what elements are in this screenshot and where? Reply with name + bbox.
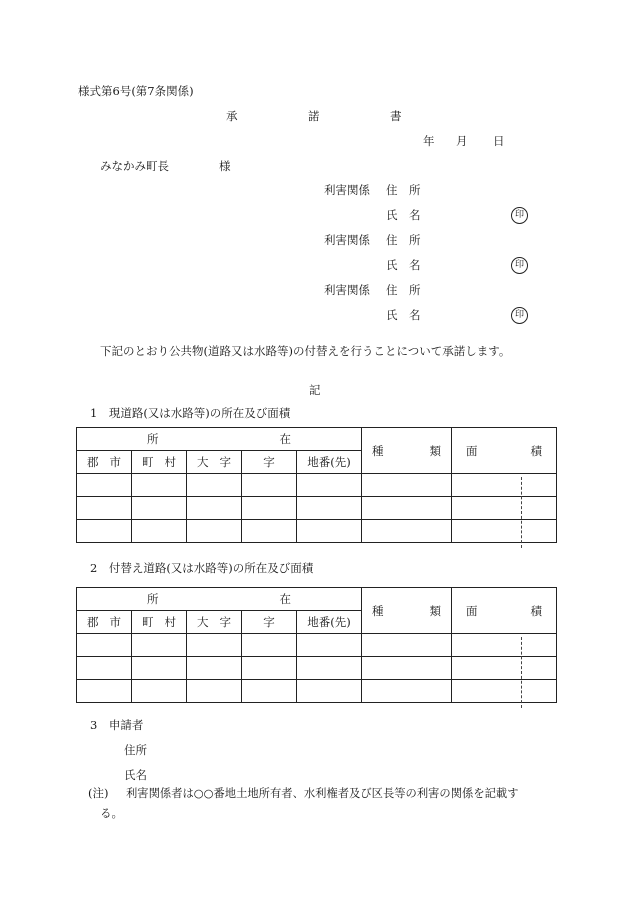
header-char: 市 [109,615,121,629]
table-row [77,520,557,543]
location-header-char-1: 所 [147,592,159,606]
area-header-char-2: 積 [530,443,543,458]
type-header-char-2: 類 [429,443,442,458]
seal-mark: 印 [511,307,528,324]
table-row [77,497,557,520]
note-prefix: (注) [88,786,109,800]
type-header [362,428,452,474]
location-header-char-2: 在 [279,592,292,606]
stakeholder-address-label: 住 所 [386,283,421,297]
header-text: 地番(先) [307,615,351,629]
date-year-label: 年 [423,134,435,148]
consent-statement: 下記のとおり公共物(道路又は水路等)の付替えを行うことについて承諾します。 [100,344,511,358]
type-header-char-2: 類 [429,603,442,618]
section-3-heading: 3 申請者 [90,718,144,732]
lot-number-header [297,611,362,634]
header-char: 字 [263,455,275,469]
area-header [452,588,557,634]
type-header [362,588,452,634]
current-road-table [76,427,557,543]
title-char-3: 書 [390,109,402,123]
area-header-char-1: 面 [466,603,478,618]
honorific: 様 [219,159,231,173]
county-city-header [77,451,132,474]
area-header [452,428,557,474]
aza-header [242,611,297,634]
form-number: 様式第6号(第7条関係) [78,84,194,98]
stakeholder-address-label: 住 所 [386,183,421,197]
header-char: 町 [142,615,154,629]
area-decimal-divider [521,637,522,708]
header-text: 地番(先) [307,455,351,469]
section-1-heading: 1 現道路(又は水路等)の所在及び面積 [90,406,291,420]
location-header-char-2: 在 [279,432,292,446]
seal-mark: 印 [511,207,528,224]
stakeholder-role: 利害関係 [324,233,370,247]
table-row [77,634,557,657]
stakeholder-name-label: 氏 名 [386,208,421,222]
area-header-char-2: 積 [530,603,543,618]
header-char: 市 [109,455,121,469]
stakeholder-name-label: 氏 名 [386,308,421,322]
header-char: 町 [142,455,154,469]
header-char: 郡 [87,615,99,629]
section-2-heading: 2 付替え道路(又は水路等)の所在及び面積 [90,561,314,575]
header-char: 字 [219,455,231,469]
area-decimal-divider [521,477,522,548]
seal-mark: 印 [511,257,528,274]
table-row [77,657,557,680]
type-header-char-1: 種 [372,443,384,458]
table-row [77,474,557,497]
title-char-2: 諾 [308,109,320,123]
date-day-label: 日 [493,134,505,148]
title-char-1: 承 [226,109,238,123]
oaza-header [187,611,242,634]
note-line-2: る。 [100,806,123,820]
header-char: 郡 [87,455,99,469]
lot-number-header [297,451,362,474]
header-char: 大 [197,615,209,629]
oaza-header [187,451,242,474]
table-row [77,680,557,703]
location-header-char-1: 所 [147,432,159,446]
location-header [77,588,362,611]
applicant-address-label: 住所 [124,743,147,757]
location-header [77,428,362,451]
area-header-char-1: 面 [466,443,478,458]
applicant-name-label: 氏名 [124,768,147,782]
replacement-road-table [76,587,557,703]
stakeholder-name-label: 氏 名 [386,258,421,272]
aza-header [242,451,297,474]
header-char: 字 [219,615,231,629]
town-village-header [132,611,187,634]
header-char: 村 [164,615,176,629]
date-month-label: 月 [456,134,468,148]
stakeholder-role: 利害関係 [324,283,370,297]
ki-heading: 記 [309,383,321,397]
addressee: みなかみ町長 [100,159,169,173]
county-city-header [77,611,132,634]
stakeholder-address-label: 住 所 [386,233,421,247]
header-char: 村 [164,455,176,469]
header-char: 字 [263,615,275,629]
note-line-1: 利害関係者は○○番地土地所有者、水利権者及び区長等の利害の関係を記載す [126,787,519,800]
stakeholder-role: 利害関係 [324,183,370,197]
type-header-char-1: 種 [372,603,384,618]
town-village-header [132,451,187,474]
header-char: 大 [197,455,209,469]
